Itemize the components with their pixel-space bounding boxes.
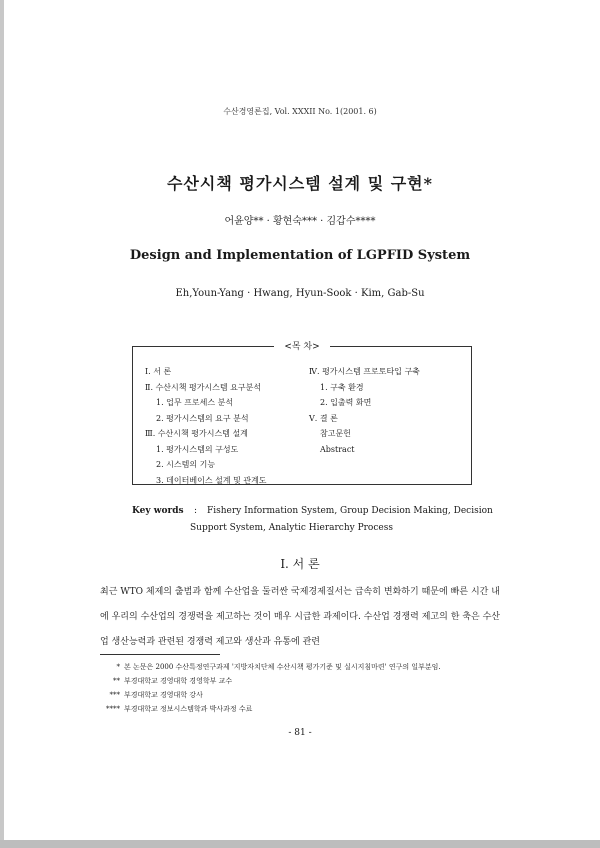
footnote-text: 부경대학교 경영대학 경영학부 교수 — [124, 677, 233, 685]
body-text — [100, 580, 500, 655]
table-of-contents — [132, 342, 472, 485]
footnote — [100, 660, 500, 674]
toc-item: Ⅳ. 평가시스템 프로토타입 구축 — [309, 367, 420, 376]
keywords-separator: : — [194, 506, 198, 516]
section-heading: Ⅰ. 서 론 — [280, 557, 320, 571]
paper-title-korean: 수산시책 평가시스템 설계 및 구현* — [166, 174, 434, 193]
footnote-text: 본 논문은 2000 수산특정연구과제 '지방자치단체 수산시책 평가기준 및 실시지침마련' 연구의 일부분임. — [124, 663, 441, 671]
footnote-mark: *** — [109, 691, 120, 699]
paper-title-english: Design and Implementation of LGPFID System — [129, 248, 471, 263]
footnote — [100, 702, 500, 716]
body-paragraph: 최근 WTO 체제의 출범과 함께 수산업을 둘러싼 국제경제질서는 급속히 변화하기 때문에 빠른 시간 내에 우리의 수산업의 경쟁력을 제고하는 것이 매우 시급한 과제이다. 수산업 경쟁력 제고의 한 축은 수산업 생산능력과 관련된 경쟁력 제고와 생산과 유통에 관련 — [100, 587, 500, 647]
toc-item: 2. 평가시스템의 요구 분석 — [156, 413, 249, 423]
toc-item: Ⅱ. 수산시책 평가시스템 요구분석 — [145, 382, 262, 392]
footnote-text: 부경대학교 정보시스템학과 박사과정 수료 — [124, 705, 253, 713]
toc-item: 3. 데이터베이스 설계 및 관계도 — [156, 475, 267, 485]
toc-item: Abstract — [320, 444, 355, 454]
authors-korean: 어윤양** · 황현숙*** · 김갑수**** — [224, 216, 376, 227]
toc-title: <목 차> — [133, 339, 471, 352]
footnote — [100, 688, 500, 702]
footnote-mark: ** — [113, 677, 120, 685]
footnotes — [100, 660, 500, 716]
toc-left-column — [145, 364, 267, 488]
footnote-text: 부경대학교 경영대학 강사 — [124, 691, 203, 699]
footnote-rule — [100, 654, 220, 655]
footnote-mark: **** — [106, 705, 120, 713]
scan-edge-left — [0, 0, 4, 848]
page-number: - 81 - — [288, 728, 312, 738]
toc-right-column — [309, 364, 420, 457]
footnote-mark: * — [116, 663, 120, 671]
authors-english: Eh,Youn-Yang · Hwang, Hyun-Sook · Kim, Gab-Su — [175, 288, 425, 299]
footnote — [100, 674, 500, 688]
toc-item: 1. 업무 프로세스 분석 — [156, 398, 234, 407]
keywords-label: Key words — [132, 506, 184, 516]
toc-item: 1. 평가시스템의 구성도 — [156, 444, 239, 454]
toc-item: 참고문헌 — [320, 429, 351, 438]
scan-edge-bottom — [0, 840, 600, 848]
toc-item: Ⅴ. 결 론 — [309, 413, 338, 423]
toc-item: 2. 시스템의 기능 — [156, 460, 216, 469]
toc-item: 1. 구축 환경 — [320, 382, 364, 392]
keywords-line-1: Fishery Information System, Group Decision Making, Decision — [207, 506, 493, 516]
journal-header: 수산경영론집, Vol. XXXII No. 1(2001. 6) — [223, 107, 377, 116]
keywords-line-2: Support System, Analytic Hierarchy Process — [190, 523, 393, 533]
toc-item: 2. 입출력 화면 — [320, 398, 372, 407]
toc-item: Ⅲ. 수산시책 평가시스템 설계 — [145, 429, 248, 438]
toc-item: Ⅰ. 서 론 — [145, 367, 172, 376]
